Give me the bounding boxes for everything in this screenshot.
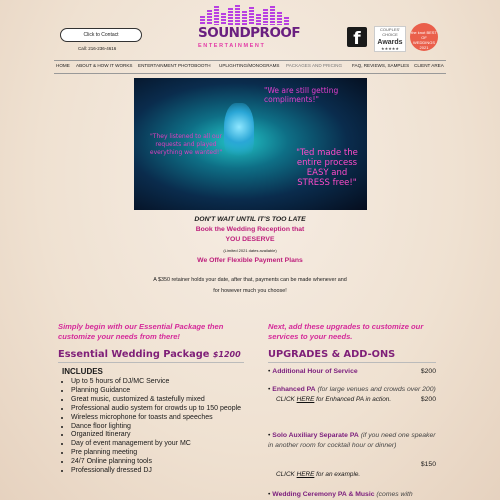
hero-orb [224,103,254,163]
essential-lead: Simply begin with our Essential Package then customize your needs from there! [58,322,224,341]
essential-title: Essential Wedding Package $1200 [58,349,241,360]
list-item: • Wireless microphone for toasts and speeches [71,414,251,423]
cta-retainer-text: A $350 retainer holds your date, after that, payments can be made whenever and for however much you choose! [153,277,347,294]
list-item: • Day of event management by your MC [71,440,251,449]
hero-quote-2: "They listened to all our requests and played everything we wanted!" [149,133,223,156]
solo-pa-link[interactable]: HERE [296,471,315,478]
cta-payment-plans: We Offer Flexible Payment Plans [197,257,303,264]
phone-number: Call: 216-236-4616 [78,46,117,51]
includes-label: INCLUDES [62,367,103,376]
couples-choice-award-badge[interactable] [374,26,406,52]
knot-label: the knot BEST OF WEDDINGS 2021 [411,30,437,50]
logo-title: SOUNDPROOF [198,25,301,41]
list-item: • Up to 5 hours of DJ/MC Service [71,378,251,387]
essential-price: $1200 [212,350,241,359]
divider [268,362,436,363]
main-nav [54,60,446,74]
includes-list [62,378,251,476]
upgrade-enhanced-pa: • Enhanced PA (for large venues and crowds over 200) $200 CLICK HERE for Enhanced PA in action. [268,386,436,403]
award-label: Awards [377,39,403,46]
list-item: • Professional audio system for crowds up to 150 people [71,405,251,414]
cta-line-2: Book the Wedding Reception that [195,226,305,233]
contact-button[interactable]: Click to Contact [60,28,142,42]
hero-quote-1: "We are still getting compliments!" [264,86,339,104]
list-item: • Planning Guidance [71,387,251,396]
list-item: • Organized Itinerary [71,431,251,440]
upgrades-lead: Next, add these upgrades to customize our services to your needs. [268,322,424,341]
upgrade-price: $200 [420,396,436,403]
cta-line-3: YOU DESERVE [225,236,275,243]
hero-quote-3: "Ted made the entire process EASY and STRESS free!" [296,148,358,188]
the-knot-badge[interactable] [410,23,438,51]
nav-home[interactable]: HOME [56,63,70,68]
list-item: • Dance floor lighting [71,423,251,432]
list-item: • 24/7 Online planning tools [71,458,251,467]
list-item: • Professionally dressed DJ [71,467,251,476]
upgrade-price: $150 [420,461,436,468]
divider [58,362,244,363]
facebook-icon[interactable]: f [347,27,367,47]
enhanced-pa-link[interactable]: HERE [296,396,315,403]
upgrade-price: $200 [420,368,436,375]
nav-faq[interactable]: FAQ, REVIEWS, SAMPLES [352,63,410,68]
nav-uplighting[interactable]: UPLIGHTING/MONOGRAMS [219,63,280,68]
upgrade-solo-auxiliary-pa: • Solo Auxiliary Separate PA (if you need one speaker in another room for cocktail hour or dinner) $150 [268,432,436,468]
upgrades-title: UPGRADES & ADD-ONS [268,349,396,360]
nav-packages[interactable]: PACKAGES AND PRICING [286,63,343,68]
solo-pa-link-line: CLICK HERE for an example. [276,471,361,478]
upgrade-ceremony-pa: • Wedding Ceremony PA & Music (comes with [268,491,413,498]
nav-photobooth[interactable]: PHOTOBOOTH [178,63,211,68]
nav-client-area[interactable]: CLIENT AREA [414,63,444,68]
list-item: • Great music, customized & tastefully mixed [71,396,251,405]
logo[interactable] [198,5,302,57]
nav-about[interactable]: ABOUT & HOW IT WORKS [76,63,133,68]
logo-subtitle: ENTERTAINMENT [198,43,266,49]
cta-availability: (Limited 2021 dates available) [223,248,277,253]
hero-image [134,78,367,210]
list-item: • Pre planning meeting [71,449,251,458]
cta-headline: DON'T WAIT UNTIL IT'S TOO LATE [194,216,306,223]
award-stars: ★★★★★ [381,46,399,51]
upgrade-additional-hour: • Additional Hour of Service $200 [268,368,436,375]
equalizer-icon [200,5,289,25]
nav-entertainment[interactable]: ENTERTAINMENT [138,63,177,68]
award-small-text: COUPLES' CHOICE [380,27,400,37]
